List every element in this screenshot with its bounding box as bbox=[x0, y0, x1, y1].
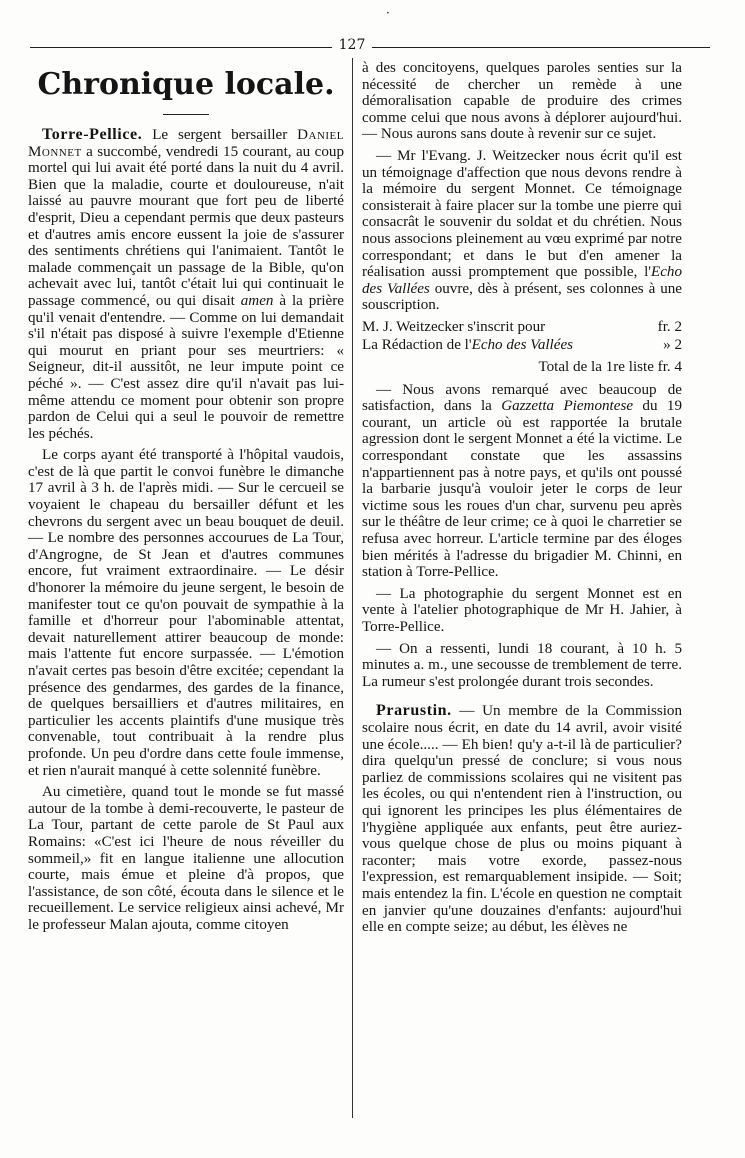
article-prarustin: Prarustin. — Un membre de la Commission scolaire nous écrit, en date du 14 avril, avoir visité une école..... — Eh bien! qu'y a-t-il là de particulier? dira quelqu'un pressé de conclure; si vous nous parliez de commissions scolaires qui ne visitent pas les écoles, ou qui n'entendent rien à l'instruction, ou qui ignorent les principes les plus élémentaires de l'hygiène appliquée aux enfants, peut être auriez-vous quelque chose de plus ou moins piquant à raconter; mais votre exorde, passez-nous l'expression, est remarquablement insipide. — Soit; mais entendez la fin. L'école en question ne comptait en janvier qu'une douzaines d'enfants: aujourd'hui elle en compte seize; au début, les élèves ne bbox=[362, 702, 682, 936]
header-rule-left bbox=[30, 47, 332, 48]
column-divider bbox=[352, 58, 353, 1118]
page-number: 127 bbox=[338, 37, 366, 53]
right-column bbox=[362, 60, 682, 941]
subscription-total: Total de la 1re liste fr. 4 bbox=[538, 359, 682, 376]
paragraph-continuation: à des concitoyens, quelques paroles senties sur la nécessité de chercher un remède à une démoralisation capable de produire des crimes comme celui que nous avons à déplorer aujourd'hui. — Nous aurons sans doute à revenir sur ce sujet. bbox=[362, 60, 682, 143]
person-name: Daniel Monnet bbox=[28, 127, 344, 160]
article-torre-pellice: Torre-Pellice. Le sergent bersailler Daniel Monnet a succombé, vendredi 15 courant, au coup mortel qui lui avait été porté dans la nuit du 4 avril. Bien que la maladie, courte et douloureuse, n'ait laissé au pauvre mourant que fort peu de liberté d'esprit, Dieu a cependant permis que deux pasteurs et d'autres amis encore eussent la joie de s'assurer des sentiments chrétiens qui l'animaient. Tantôt le malade commençait un passage de la Bible, qu'on achevait avec lui, tantôt c'était lui qui continuait le passage commencé, ou qui disait amen à la prière qu'il venait d'entendre. — Comme on lui demandait s'il n'était pas disposé à suivre l'exemple d'Etienne qui mourut en priant pour ses meurtriers: « Seigneur, dit-il aussitôt, ne leur impute point ce péché ». — C'est assez dire qu'il n'avait pas lui-même attendu ce moment pour obtenir son propre pardon de Celui qui a seul le pouvoir de remettre les péchés. bbox=[28, 126, 344, 442]
paragraph-gazzetta: — Nous avons remarqué avec beaucoup de satisfaction, dans la Gazzetta Piemontese du 19 courant, un article où est rapportée la brutale agression dont le sergent Monnet a été la victime. Le correspondant constate que les assassins n'appartiennent pas à notre pays, et qu'ils ont poussé la barbarie jusqu'à vouloir jeter le corps de leur victime sous les roues d'un char, survenu peu après sur le théâtre de leur crime; ce à quoi le charretier se refusa avec horreur. L'article termine par des éloges bien mérités à l'adresse du brigadier M. Chinni, en station à Torre-Pellice. bbox=[362, 381, 682, 581]
paragraph-cemetery: Au cimetière, quand tout le monde se fut massé autour de la tombe à demi-recouverte, le pasteur de La Tour, partant de cette parole de St Paul aux Romains: «C'est ici l'heure de nous réveiller du sommeil,» fit en langue italienne une allocution courte, mais émue et pleine d'à propos, que l'assistance, de son côté, écouta dans le silence et le recueillement. Le service religieux ainsi achevé, Mr le professeur Malan ajouta, comme citoyen bbox=[28, 784, 344, 933]
page-marker: · bbox=[386, 6, 390, 20]
place-heading-torre-pellice: Torre-Pellice. bbox=[42, 126, 143, 143]
section-heading: Chronique locale. bbox=[37, 67, 335, 102]
left-column bbox=[28, 60, 344, 939]
heading-rule bbox=[163, 114, 209, 115]
subscription-line: M. J. Weitzecker s'inscrit pour fr. 2 bbox=[362, 318, 682, 335]
place-heading-prarustin: Prarustin. bbox=[376, 702, 452, 720]
subscription-line: La Rédaction de l'Echo des Vallées » 2 bbox=[362, 336, 682, 353]
paragraph-earthquake: — On a ressenti, lundi 18 courant, à 10 h. 5 minutes a. m., une secousse de tremblement de terre. La rumeur s'est prolongée durant trois secondes. bbox=[362, 640, 682, 690]
paragraph-funeral: Le corps ayant été transporté à l'hôpital vaudois, c'est de là que partit le convoi funèbre le dimanche 17 avril à 3 h. de l'après midi. — Sur le cercueil se voyaient le chapeau du bersailler défunt et les chevrons du sergent avec un beau bouquet de deuil. — Le nombre des personnes accourues de La Tour, d'Angrogne, de St Jean et d'autres communes encore, fut vraiment extraordinaire. — Le désir d'honorer la mémoire du jeune sergent, le besoin de manifester tout ce qu'on pouvait de sympathie à la famille et d'horreur pour l'abominable attentat, devait naturellement attirer beaucoup de monde: mais l'attente fut encore surpassée. — L'émotion n'avait certes pas besoin d'être excitée; cependant la présence des gendarmes, des gardes de la finance, de quelques bersailliers et d'autres militaires, en particulier les accents plaintifs d'une musique très convenable, tout contribuait à la rendre plus profonde. Un peu d'ordre dans cette foule immense, et rien n'aurait manqué à cette solennité funèbre. bbox=[28, 447, 344, 779]
paragraph-subscription: — Mr l'Evang. J. Weitzecker nous écrit qu'il est un témoignage d'affection que nous devons rendre à la mémoire du sergent Monnet. Ce témoignage consisterait à faire placer sur la tombe une pierre qui consacrât le souvenir du soldat et du chrétien. Nous nous associons pleinement au vœu exprimé par notre correspondant; et dans le but d'en amener la réalisation aussi promptement que possible, l'Echo des Vallées ouvre, dès à présent, ses colonnes à une souscription. bbox=[362, 147, 682, 314]
paragraph-photograph: — La photographie du sergent Monnet est en vente à l'atelier photographique de Mr H. Jahier, à Torre-Pellice. bbox=[362, 585, 682, 635]
header-rule-right bbox=[372, 47, 710, 48]
